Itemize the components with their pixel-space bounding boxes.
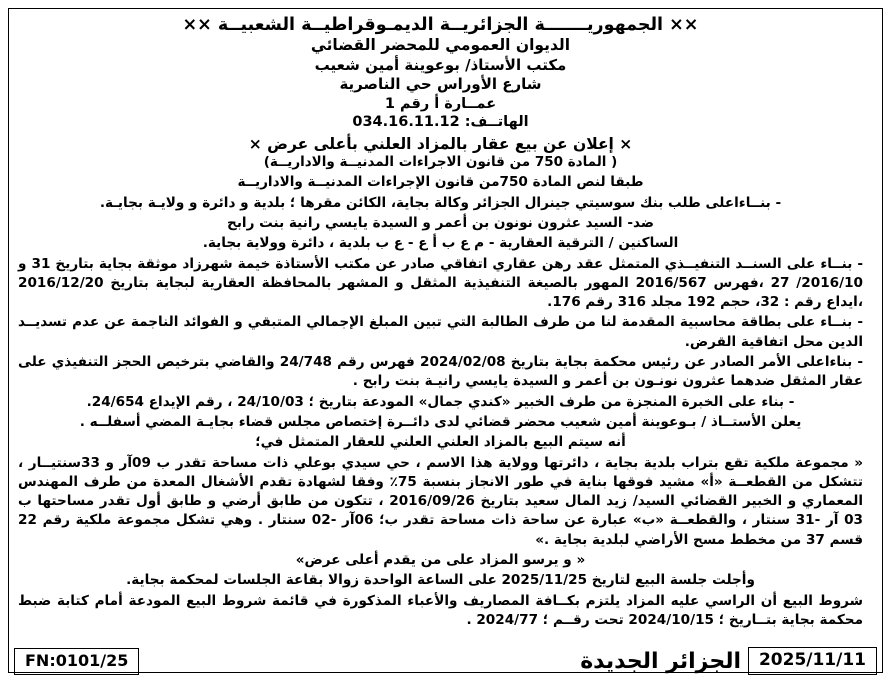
body-paragraph-4: - بنــاء على السنــد التنفيــذي المتمثل عقد رهن عقاري اتفاقي صادر عن مكتب الأستاذة خيمة شهرزاد موثقة بجاية بتاريخ 31 و 2016/10/ 27 ،فهرس 2016/567 المهور بالصيغة التنفيذية المثقل و المشهر بالمحافظة العقارية لبجاية بتاريخ 2016/12/20 ،ايداع رقم : 32، حجم 192 مجلد 316 رقم 176. xyxy=(18,255,863,311)
body-paragraph-12: وأجلت جلسة البيع لتاريخ 2025/11/25 على الساعة الواحدة زوالا بقاعة الجلسات لمحكمة بجاية. xyxy=(126,572,755,589)
body-paragraph-2: ضد- السيد عثرون نونون بن أعمر و السيدة يايسي رانية بنت رابح xyxy=(227,214,654,231)
announcement-subtitle: ( المادة 750 من قانون الاجراءات المدنيــة والاداريــة) xyxy=(263,153,618,170)
announcement-title: × إعلان عن بيع عقار بالمزاد العلني بأعلى عرض × xyxy=(248,134,633,153)
header-line-street: شارع الأوراس حي الناصرية xyxy=(339,75,542,94)
body-paragraph-9: أنه سيتم البيع بالمزاد العلني العلني للعقار المتمثل في؛ xyxy=(255,434,626,451)
body-paragraph-7: - بناء على الخبرة المنجزة من طرف الخبير «كندي جمال» المودعة بتاريخ ؛ 24/10/03 ، رقم الإيداع 24/654. xyxy=(86,393,795,410)
announcement-title-block xyxy=(18,134,863,172)
header-line-phone: الهاتــف: 034.16.11.12 xyxy=(352,114,529,131)
announcement-body xyxy=(18,173,863,630)
body-paragraph-1: - بنــاءاعلى طلب بنك سوسيتي جينرال الجزائر وكالة بجاية، الكائن مقرها ؛ بلدية و دائرة و ولايـة بجايـة. xyxy=(99,194,782,211)
body-paragraph-13: شروط البيع أن الراسي عليه المزاد يلتزم بكــافة المصاريف والأعباء المذكورة في قائمة شروط البيع المودعة أمام كتابة ضبط محكمة بجاية بتــاريخ ؛ 2024/10/15 تحت رقــم ؛ 2024/77 . xyxy=(18,592,863,628)
body-paragraph-0: طبقا لنص المادة 750من قانون الإجراءات المدنيــة والاداريــة xyxy=(237,174,644,191)
header-line-republic: ×× الجمهوريـــــــة الجزائريــة الديمـوقراطيــة الشعبيــة ×× xyxy=(182,15,699,35)
document-header xyxy=(18,14,863,132)
body-paragraph-6: - بناءاعلى الأمر الصادر عن رئيس محكمة بجاية بتاريخ 2024/02/08 فهرس رقم 24/748 والقاضي بترخيص الحجز التنفيذي على عقار المثقل ضدهما عثرون نونـون بن أعمر و السيدة يايسي رانيـة بنت رابح . xyxy=(18,354,863,390)
footer-publication-name: الجزائر الجديدة xyxy=(580,649,741,674)
header-line-bailiff: مكتب الأستاذ/ بوعوينة أمين شعيب xyxy=(314,56,567,75)
body-paragraph-5: - بنــاء على بطاقة محاسبية المقدمة لنا من طرف الطالبة التي تبين المبلغ الإجمالي المتبقي و الفوائد الناجمة عن عدم تسديــد الدين محل اتفاقية القرض. xyxy=(18,314,863,350)
body-paragraph-10: « مجموعة ملكية تقع بتراب بلدية بجاية ، دائرتها وولاية هذا الاسم ، حي سيدي بوعلي ذات مساحة تقدر ب 09آر و 33سنتيــار ، تتشكل من القطعــة «أ» مشيد فوقها بناية في طور الانجاز بنسبة 75٪ وفقا لشهادة تقدم الأشغال المعدة من طرف المهندس المعماري و الخبير القضائي السيد/ زيد المال سعيد بتاريخ 2016/09/26 ، تتكون من طابق أرضي و طابق أول تقدر مساحتها ب 03 آر -31 سنتار ، والقطعــة «ب» عبارة عن ساحة ذات مساحة تقدر ب؛ 06آر -02 سنتار . وهي تشكل مجموعة ملكية رقم 22 قسم 37 من مخطط مسح الأراضي لبلدية بجاية .» xyxy=(18,454,864,548)
header-line-building: عمــارة أ رقم 1 xyxy=(384,95,497,112)
body-paragraph-3: الساكنين / الترقية العقارية - م ع ب أ ع - ع ب بلدية ، دائرة وولاية بجاية. xyxy=(202,235,679,252)
body-paragraph-8: يعلن الأستــاذ / بـوعوينة أمين شعيب محضر قضائي لدى دائــرة إختصاص مجلس قضاء بجايـة المضي أسفلــه . xyxy=(79,413,802,430)
body-paragraph-11: « و يرسو المزاد على من يقدم أعلى عرض» xyxy=(295,552,586,569)
header-line-office: الديوان العمومي للمحضر القضائي xyxy=(310,36,571,55)
footer-date-stamp: 2025/11/11 xyxy=(748,647,877,675)
document-footer xyxy=(0,635,891,681)
document-content xyxy=(18,14,863,631)
footer-reference-number: FN:0101/25 xyxy=(14,648,139,675)
